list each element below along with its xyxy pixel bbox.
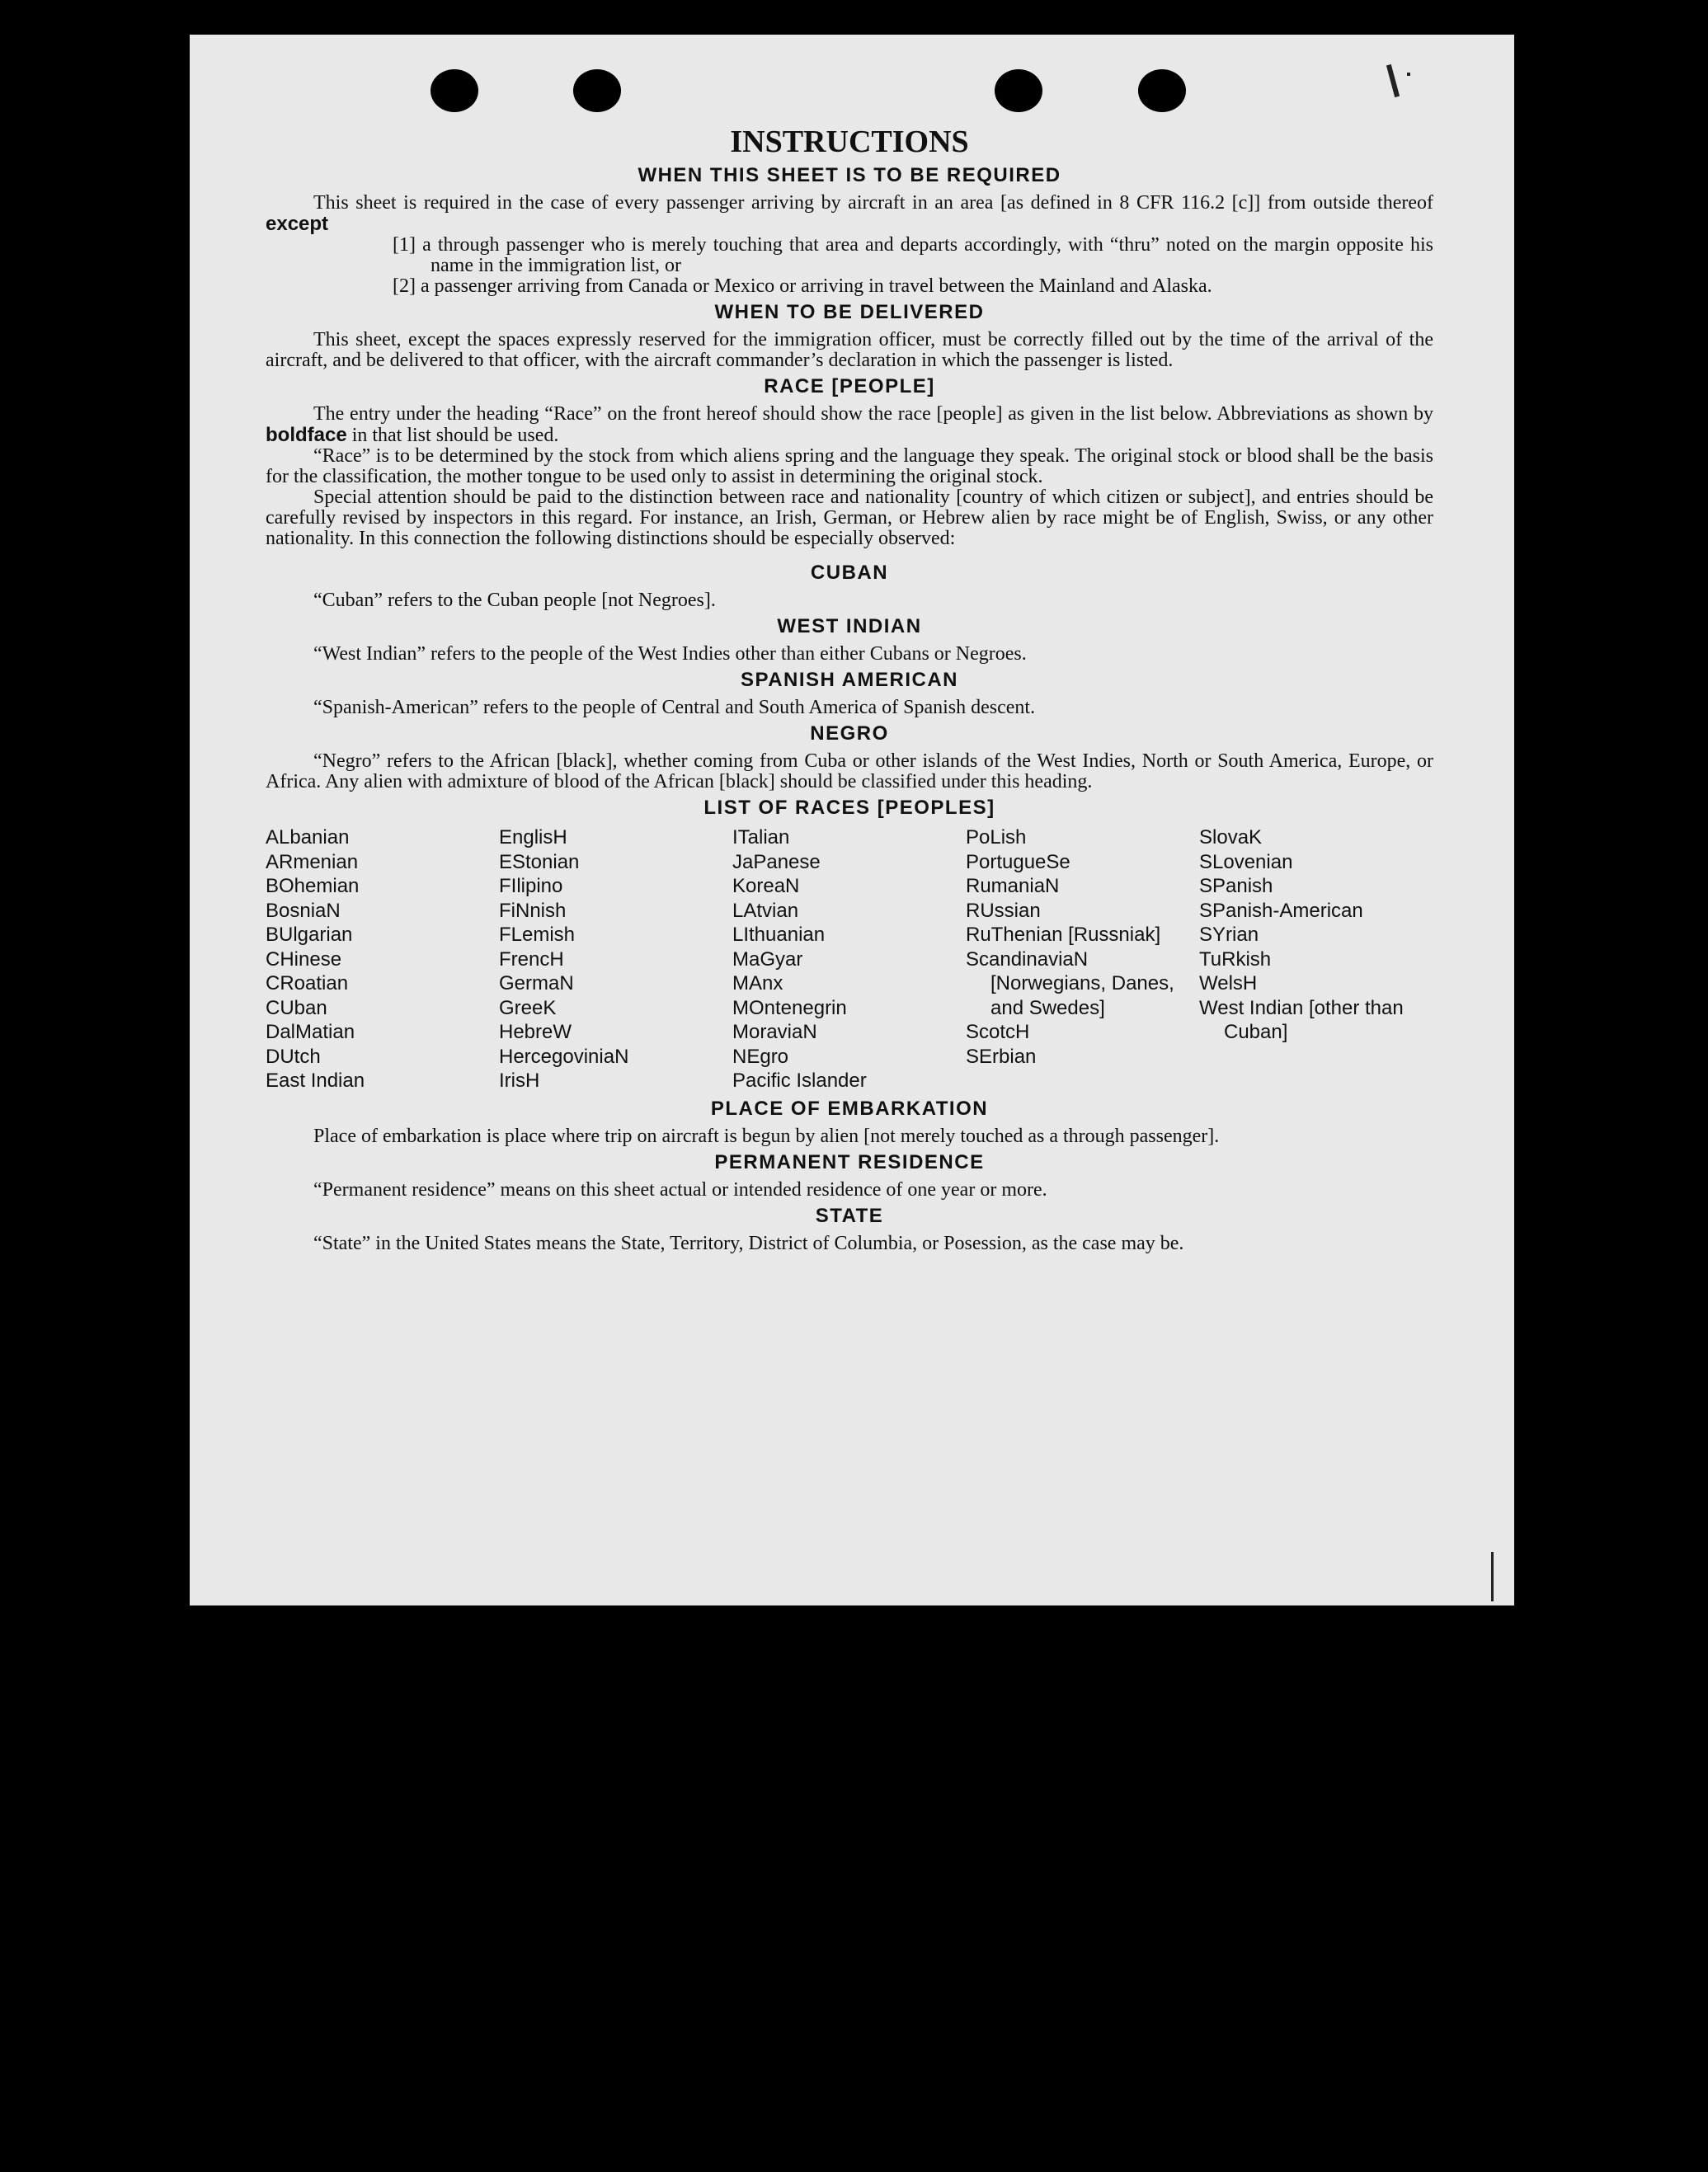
race-entry: SPanish-American [1199, 899, 1363, 922]
spanish-american-text: “Spanish-American” refers to the people of Central and South America of Spanish descent. [313, 697, 1036, 718]
paper-mark [1386, 64, 1400, 97]
west-indian-text: “West Indian” refers to the people of the West Indies other than either Cubans or Negroes. [313, 643, 1027, 665]
section-heading-state: STATE [815, 1204, 884, 1227]
races-column [1199, 825, 1433, 1093]
race-entry: NEgro [732, 1045, 789, 1068]
race-entry: FLemish [499, 924, 576, 946]
race-entry: IrisH [499, 1070, 540, 1092]
race-entry: PortugueSe [966, 850, 1070, 873]
races-column [732, 825, 966, 1093]
race-entry: Pacific Islander [732, 1070, 867, 1092]
section-heading-residence: PERMANENT RESIDENCE [714, 1150, 985, 1173]
race-entry: ALbanian [266, 826, 350, 849]
race-entry: BOhemian [266, 875, 360, 897]
race-entry: WelsH [1199, 972, 1258, 994]
negro-text: “Negro” refers to the African [black], whether coming from Cuba or other islands of the West Indies, North or South America, Europe, or Africa. Any alien with admixture of blood of the African [black] should be classified under this heading. [266, 750, 1433, 792]
race-entry: MoraviaN [732, 1021, 817, 1043]
race-entry: LIthuanian [732, 924, 826, 946]
races-list [266, 825, 1433, 1093]
races-column [266, 825, 499, 1093]
race-entry: SYrian [1199, 924, 1259, 946]
race-entry: CRoatian [266, 972, 349, 994]
race-entry: CHinese [266, 947, 342, 971]
punch-hole [1138, 69, 1186, 112]
race-entry: West Indian [other than Cuban] [1199, 996, 1404, 1043]
race-entry: EStonian [499, 850, 580, 873]
race-entry: CUban [266, 996, 327, 1019]
section-heading-cuban: CUBAN [810, 562, 889, 584]
state-text: “State” in the United States means the State, Territory, District of Columbia, or Posession, as the case may be. [313, 1232, 1184, 1254]
race-entry: ARmenian [266, 850, 359, 873]
race-entry: JaPanese [732, 850, 821, 873]
race-entry: FiNnish [499, 899, 567, 922]
race-entry: HebreW [499, 1021, 572, 1043]
punch-hole [995, 69, 1042, 112]
race-entry: FIlipino [499, 875, 563, 897]
race-entry: RUssian [966, 899, 1041, 922]
race-entry: KoreaN [732, 875, 800, 897]
section-heading-embarkation: PLACE OF EMBARKATION [710, 1097, 989, 1120]
race-entry: ITalian [732, 826, 790, 849]
race-entry: HercegoviniaN [499, 1045, 629, 1068]
race-paragraph: The entry under the heading “Race” on the front hereof should show the race [people] as given in the list below. Abbreviations as shown by boldface in that list should be used. [266, 403, 1433, 446]
race-entry: FrencH [499, 947, 564, 971]
race-entry: BosniaN [266, 899, 341, 922]
paper-edge-mark [1491, 1552, 1494, 1601]
race-entry: RumaniaN [966, 875, 1060, 897]
exception-item: [2] a passenger arriving from Canada or Mexico or arriving in travel between the Mainland and Alaska. [393, 275, 1212, 297]
exception-item: [1] a through passenger who is merely touching that area and departs accordingly, with “thru” noted on the margin opposite his name in the immigration list, or [393, 234, 1433, 276]
section-heading-race: RACE [PEOPLE] [764, 375, 935, 397]
required-intro: This sheet is required in the case of every passenger arriving by aircraft in an area [as defined in 8 CFR 116.2 [c]] from outside thereof except [266, 192, 1433, 235]
race-entry: GermaN [499, 972, 574, 994]
instructions-content [266, 124, 1433, 1254]
race-entry: MAnx [732, 972, 783, 994]
race-entry: DUtch [266, 1045, 321, 1068]
race-entry: LAtvian [732, 899, 799, 922]
race-entry: SErbian [966, 1045, 1037, 1068]
race-paragraph: “Race” is to be determined by the stock from which aliens spring and the language they speak. The original stock or blood shall be the basis for the classification, the mother tongue to be used only to assist in determining the original stock. [266, 445, 1433, 487]
cuban-text: “Cuban” refers to the Cuban people [not Negroes]. [313, 590, 716, 611]
races-column [499, 825, 732, 1093]
races-column [966, 825, 1199, 1093]
section-heading-spanish-american: SPANISH AMERICAN [740, 669, 958, 691]
race-entry: ScandinaviaN [Norwegians, Danes, and Swedes] [966, 947, 1174, 1019]
race-entry: SLovenian [1199, 850, 1293, 873]
section-heading-west-indian: WEST INDIAN [777, 615, 922, 637]
race-entry: SPanish [1199, 875, 1273, 897]
embarkation-text: Place of embarkation is place where trip on aircraft is begun by alien [not merely touched as a through passenger]. [313, 1125, 1220, 1147]
race-entry: GreeK [499, 996, 557, 1019]
race-entry: MOntenegrin [732, 996, 847, 1019]
document-page [190, 35, 1514, 1605]
section-heading-negro: NEGRO [810, 722, 889, 745]
delivered-text: This sheet, except the spaces expressly reserved for the immigration officer, must be correctly filled out by the time of the arrival of the aircraft, and be delivered to that officer, with the aircraft commander’s declaration in which the passenger is listed. [266, 329, 1433, 371]
race-entry: SlovaK [1199, 826, 1263, 849]
page-title: INSTRUCTIONS [730, 125, 969, 159]
paper-mark [1407, 73, 1410, 76]
race-entry: EnglisH [499, 826, 567, 849]
race-paragraph: Special attention should be paid to the distinction between race and nationality [country of which citizen or subject], and entries should be carefully revised by inspectors in this regard. For instance, an Irish, German, or Hebrew alien by race might be of English, Swiss, or any other nationality. In this connection the following distinctions should be especially observed: [266, 487, 1433, 549]
section-heading-delivered: WHEN TO BE DELIVERED [714, 301, 985, 323]
race-entry: DalMatian [266, 1021, 355, 1043]
race-entry: TuRkish [1199, 947, 1272, 971]
race-entry: RuThenian [Russniak] [966, 924, 1161, 946]
punch-hole [573, 69, 621, 112]
section-heading-list-of-races: LIST OF RACES [PEOPLES] [703, 797, 995, 819]
race-entry: MaGyar [732, 947, 803, 971]
punch-hole [431, 69, 478, 112]
residence-text: “Permanent residence” means on this sheet actual or intended residence of one year or more. [313, 1178, 1047, 1201]
race-entry: PoLish [966, 826, 1027, 849]
race-entry: East Indian [266, 1070, 365, 1092]
race-entry: ScotcH [966, 1021, 1030, 1043]
race-entry: BUlgarian [266, 924, 353, 946]
section-heading-required: WHEN THIS SHEET IS TO BE REQUIRED [638, 164, 1061, 186]
